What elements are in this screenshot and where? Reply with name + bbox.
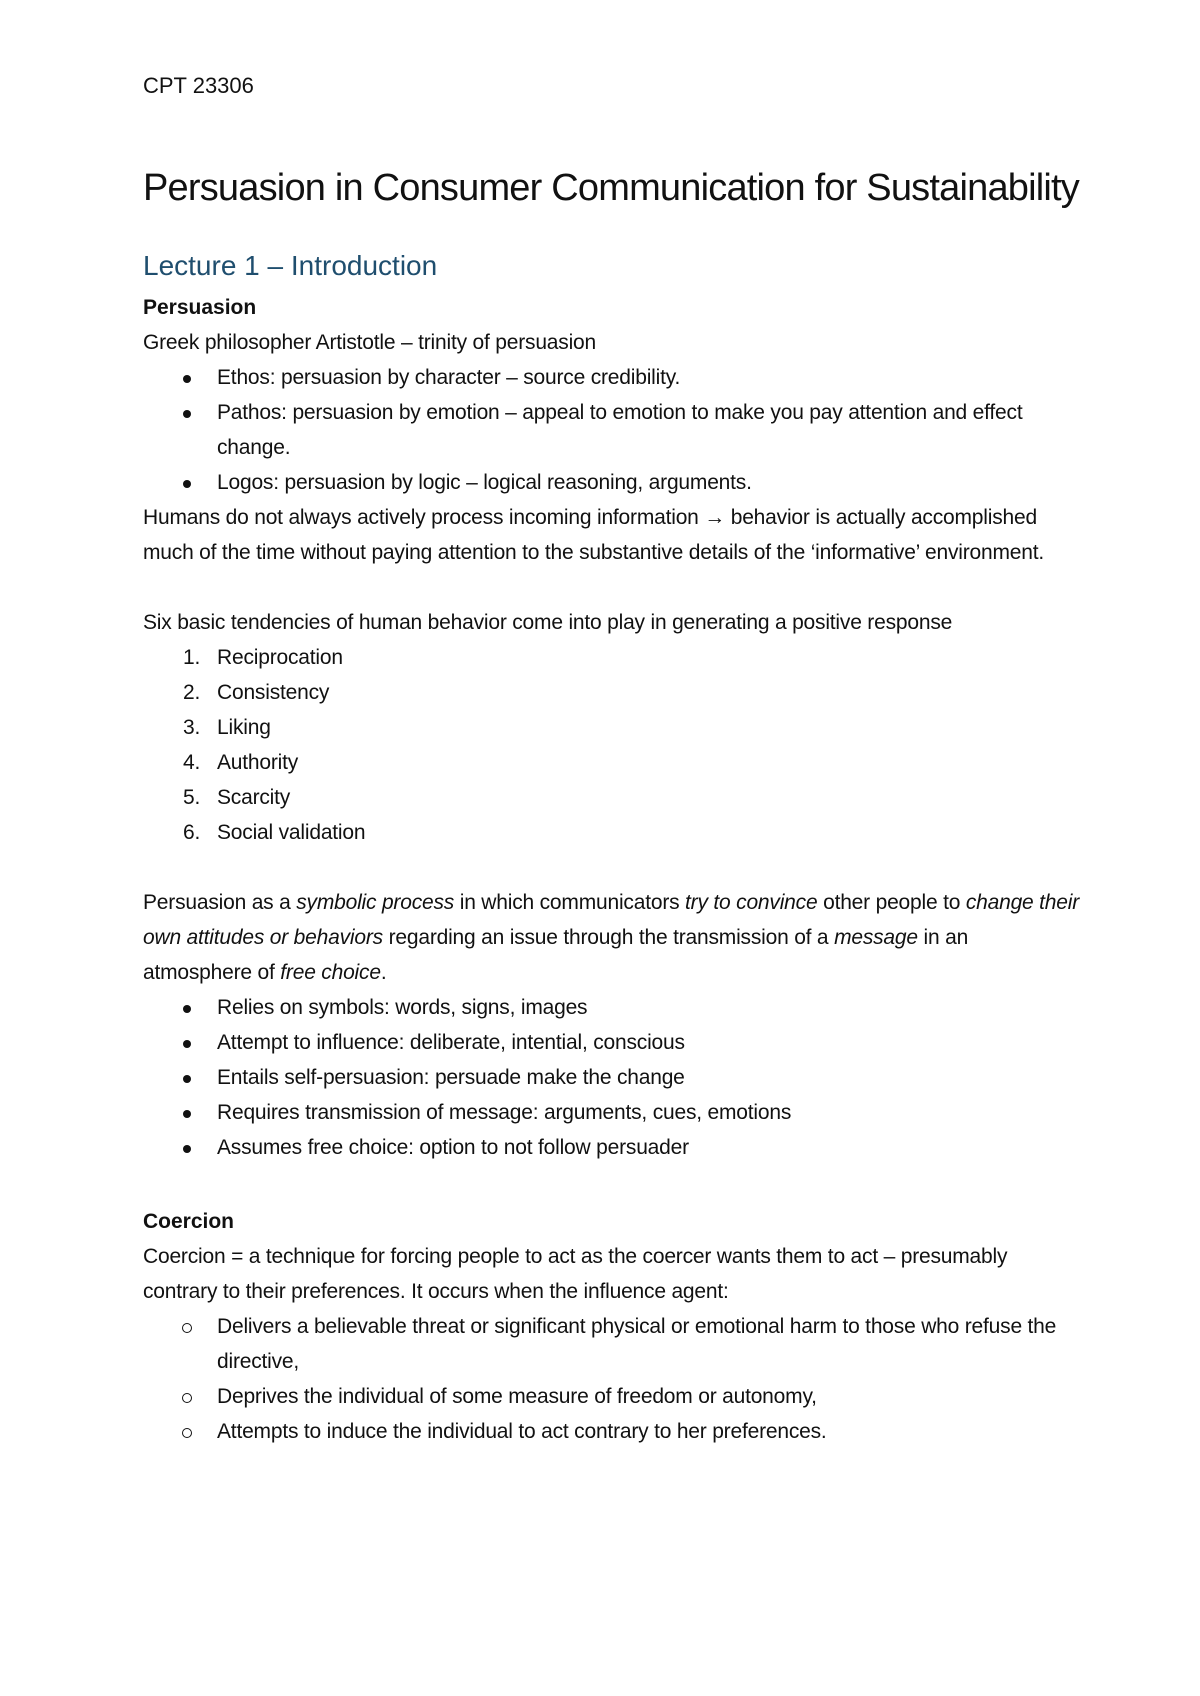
- trinity-intro: Greek philosopher Artistotle – trinity of persuasion: [143, 331, 597, 354]
- list-item-text: Entails self-persuasion: persuade make the change: [217, 1066, 685, 1089]
- list-item-text: Deprives the individual of some measure of freedom or autonomy,: [217, 1385, 817, 1408]
- definition-text: other people to: [817, 891, 966, 914]
- coercion-heading: Coercion: [143, 1210, 235, 1233]
- list-item: [143, 1095, 1080, 1130]
- definition-emphasis: try to convince: [685, 891, 818, 914]
- list-item: [143, 1025, 1080, 1060]
- list-item-text: Pathos: persuasion by emotion – appeal to emotion to make you pay attention and effect change.: [217, 401, 1023, 459]
- list-item: [143, 640, 1080, 675]
- persuasion-heading: Persuasion: [143, 296, 257, 319]
- list-number: 4.: [183, 751, 201, 774]
- list-item: [143, 1309, 1080, 1379]
- characteristics-list: [143, 990, 1080, 1165]
- list-number: 3.: [183, 716, 201, 739]
- list-item: [143, 675, 1080, 710]
- coercion-conditions-list: [143, 1309, 1080, 1449]
- list-item: [143, 815, 1080, 850]
- trinity-list: [143, 360, 1080, 500]
- list-item: [143, 780, 1080, 815]
- list-item: [143, 360, 1080, 395]
- list-item-text: Delivers a believable threat or significant physical or emotional harm to those who refuse the directive,: [217, 1315, 1057, 1373]
- list-item-text: Consistency: [217, 681, 330, 704]
- tendencies-intro: Six basic tendencies of human behavior come into play in generating a positive response: [143, 611, 953, 634]
- persuasion-definition: [143, 885, 1080, 990]
- list-item-text: Relies on symbols: words, signs, images: [217, 996, 588, 1019]
- definition-emphasis: change their own attitudes or behaviors: [143, 891, 1080, 949]
- list-item-text: Logos: persuasion by logic – logical reasoning, arguments.: [217, 471, 752, 494]
- list-item-text: Attempts to induce the individual to act contrary to her preferences.: [217, 1420, 827, 1443]
- list-item: [143, 1060, 1080, 1095]
- list-item-text: Social validation: [217, 821, 366, 844]
- list-item: [143, 710, 1080, 745]
- course-code: CPT 23306: [143, 73, 254, 98]
- list-item: [143, 465, 1080, 500]
- list-item: [143, 990, 1080, 1025]
- list-item-text: Liking: [217, 716, 271, 739]
- list-number: 6.: [183, 821, 201, 844]
- list-item-text: Authority: [217, 751, 299, 774]
- tendencies-list: [143, 640, 1080, 850]
- definition-emphasis: free choice: [280, 961, 381, 984]
- list-number: 1.: [183, 646, 201, 669]
- definition-text: regarding an issue through the transmission of a: [382, 926, 835, 949]
- list-item: [143, 745, 1080, 780]
- list-item-text: Requires transmission of message: arguments, cues, emotions: [217, 1101, 792, 1124]
- definition-text: in which communicators: [454, 891, 686, 914]
- processing-paragraph: Humans do not always actively process incoming information → behavior is actually accomplished much of the time without paying attention to the substantive details of the ‘informative’ environment.: [143, 506, 1044, 564]
- list-item-text: Scarcity: [217, 786, 291, 809]
- list-item: [143, 1379, 1080, 1414]
- coercion-intro: Coercion = a technique for forcing people to act as the coercer wants them to act – presumably contrary to their preferences. It occurs when the influence agent:: [143, 1245, 1008, 1303]
- list-item-text: Ethos: persuasion by character – source credibility.: [217, 366, 681, 389]
- list-item-text: Reciprocation: [217, 646, 343, 669]
- list-item: [143, 1130, 1080, 1165]
- lecture-heading: Lecture 1 – Introduction: [143, 250, 438, 281]
- definition-text: Persuasion as a: [143, 891, 297, 914]
- list-number: 2.: [183, 681, 201, 704]
- list-item: [143, 1414, 1080, 1449]
- definition-text: .: [380, 961, 387, 984]
- definition-emphasis: symbolic process: [296, 891, 455, 914]
- list-item-text: Attempt to influence: deliberate, intential, conscious: [217, 1031, 685, 1054]
- definition-text: in an atmosphere of: [143, 926, 969, 984]
- document-title: Persuasion in Consumer Communication for Sustainability: [143, 167, 1080, 209]
- definition-emphasis: message: [834, 926, 918, 949]
- list-item: [143, 395, 1080, 465]
- list-item-text: Assumes free choice: option to not follow persuader: [217, 1136, 689, 1159]
- list-number: 5.: [183, 786, 201, 809]
